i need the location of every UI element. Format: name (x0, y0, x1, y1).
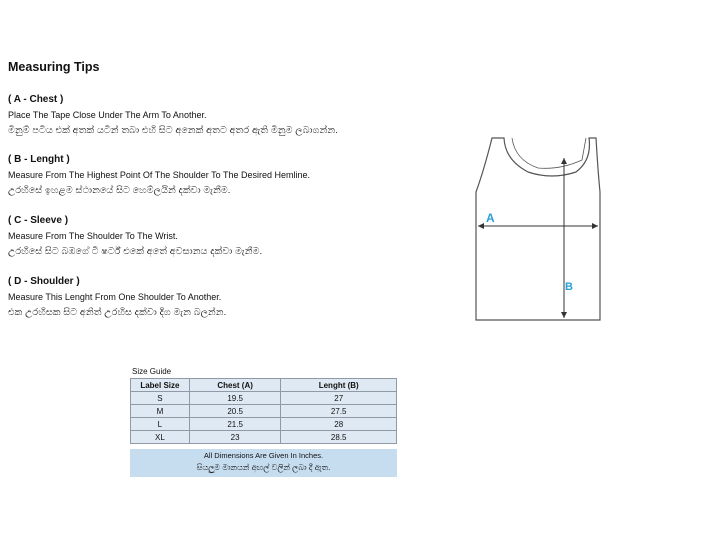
length-cell: 27.5 (281, 405, 397, 418)
size-cell: S (131, 392, 190, 405)
length-cell: 28.5 (281, 431, 397, 444)
tip-sinhala-text: උරහිසේ සිට බඹගේ ටී ෂර්ට් එකේ අතේ අවසානය දක්වා මැනීම. (8, 246, 263, 257)
tip-sinhala-text: මිනුම් පටිය එක් අතක් යටින් තබා එහි සිට අනෙක් අතට අතර ඇති මිනුම ලබාගන්න. (8, 125, 338, 136)
tip-heading: ( D - Shoulder ) (8, 276, 80, 287)
chest-cell: 19.5 (189, 392, 281, 405)
tip-english-text: Measure This Lenght From One Shoulder To Another. (8, 292, 222, 302)
tip-english-text: Measure From The Shoulder To The Wrist. (8, 231, 178, 241)
size-cell: XL (131, 431, 190, 444)
length-arrow-top-head (561, 158, 567, 164)
table-row (131, 392, 397, 405)
size-guide-table (130, 378, 397, 444)
table-row (131, 418, 397, 431)
chest-cell: 21.5 (189, 418, 281, 431)
table-header-row (131, 379, 397, 392)
size-guide-caption: Size Guide (132, 367, 172, 376)
tip-english-text: Measure From The Highest Point Of The Shoulder To The Desired Hemline. (8, 170, 310, 180)
length-cell: 27 (281, 392, 397, 405)
tip-heading: ( B - Lenght ) (8, 154, 70, 165)
tank-top-outline (476, 138, 600, 320)
chest-cell: 20.5 (189, 405, 281, 418)
tip-chest (8, 93, 478, 137)
chest-label-a: A (486, 211, 495, 225)
note-sinhala: සියලුම මානයන් අඟල් වලින් ලබා දී ඇත. (196, 463, 331, 472)
tip-sleeve (8, 214, 478, 258)
length-label-b: B (565, 281, 573, 293)
tank-top-diagram (468, 130, 618, 330)
size-cell: M (131, 405, 190, 418)
chest-arrow-left-head (478, 223, 484, 229)
header-chest: Chest (A) (189, 379, 281, 392)
table-row (131, 431, 397, 444)
tip-english-text: Place The Tape Close Under The Arm To Another. (8, 110, 207, 120)
header-label-size: Label Size (131, 379, 190, 392)
chest-cell: 23 (189, 431, 281, 444)
tip-shoulder (8, 275, 478, 319)
length-arrow-bottom-head (561, 312, 567, 318)
tip-sinhala-text: උරහිසේ ඉහළම ස්ථානයේ සිට හෙම්ලයින් දක්වා මැනීම. (8, 185, 231, 196)
table-row (131, 405, 397, 418)
tip-heading: ( A - Chest ) (8, 94, 64, 105)
tip-sinhala-text: එක උරහිසක සිට අනිත් උරහිස දක්වා දිග මැන බලන්න. (8, 307, 227, 318)
length-cell: 28 (281, 418, 397, 431)
chest-arrow-right-head (592, 223, 598, 229)
tip-length (8, 153, 478, 197)
header-length: Lenght (B) (281, 379, 397, 392)
tip-heading: ( C - Sleeve ) (8, 215, 69, 226)
size-cell: L (131, 418, 190, 431)
size-guide-note (130, 449, 397, 477)
note-english: All Dimensions Are Given In Inches. (203, 451, 324, 460)
page-title: Measuring Tips (8, 60, 100, 74)
tank-top-neck-inner (512, 138, 586, 168)
